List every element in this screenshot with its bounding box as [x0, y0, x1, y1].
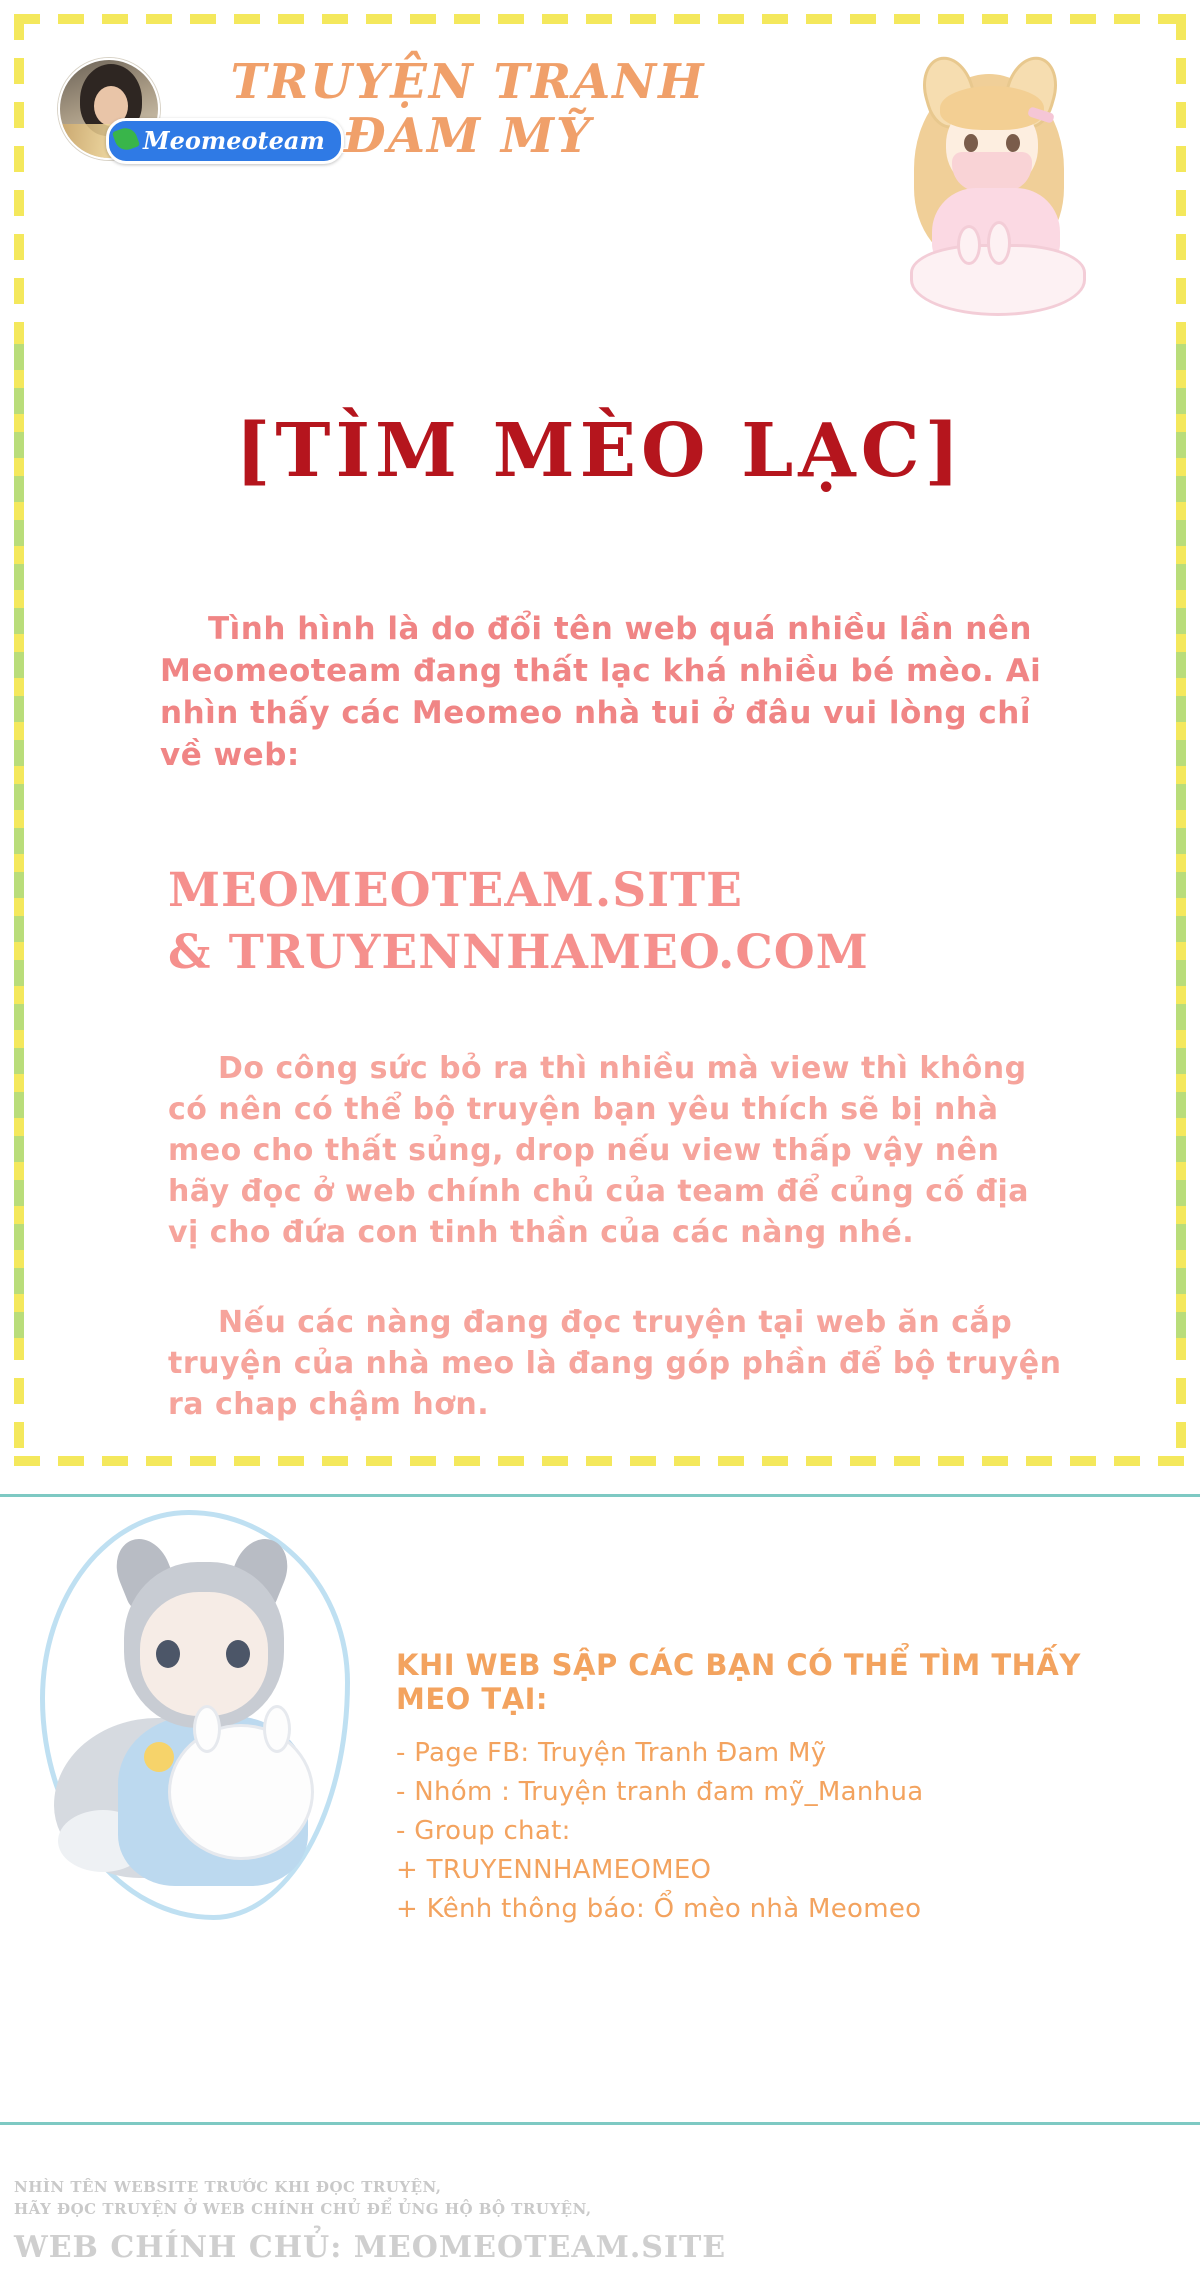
- frame-dash-right: [1176, 14, 1186, 1466]
- chibi-bunny-plush: [910, 244, 1086, 316]
- contact-line-channel: + Kênh thông báo: Ổ mèo nhà Meomeo: [396, 1894, 922, 1924]
- chibi-eye-right: [1006, 134, 1020, 152]
- brand-label: Meomeoteam: [143, 126, 325, 155]
- frame-dash-right-green: [1176, 344, 1186, 1344]
- contact-line-group: - Nhóm : Truyện tranh đam mỹ_Manhua: [396, 1777, 924, 1807]
- leaf-icon: [112, 125, 140, 153]
- plush-ear-left: [193, 1705, 221, 1753]
- chibi-girl-illustration: [880, 48, 1110, 316]
- contact-line-group-chat: - Group chat:: [396, 1816, 571, 1846]
- body-paragraph-2: Nếu các nàng đang đọc truyện tại web ăn cắp truyện của nhà meo là đang góp phần để bộ truyện ra chap chậm hơn.: [168, 1305, 1062, 1422]
- divider-bottom: [0, 2122, 1200, 2125]
- contact-line-fb-page: - Page FB: Truyện Tranh Đam Mỹ: [396, 1738, 827, 1768]
- chibi-eye-left: [964, 134, 978, 152]
- page-title-line1: TRUYỆN TRANH: [230, 54, 706, 110]
- frame-dash-bottom: [14, 1456, 1186, 1466]
- frame-dash-left: [14, 14, 24, 1466]
- intro-paragraph: Tình hình là do đổi tên web quá nhiều lần nên Meomeoteam đang thất lạc khá nhiều bé mèo. Ai nhìn thấy các Meomeo nhà tui ở đâu vui lòng chỉ về web:: [160, 611, 1042, 773]
- plush-ear-right: [263, 1705, 291, 1753]
- footer-note-line2: HÃY ĐỌC TRUYỆN Ở WEB CHÍNH CHỦ ĐỂ ỦNG HỘ BỘ TRUYỆN,: [14, 2200, 592, 2218]
- bunny-ear-left: [957, 225, 981, 265]
- site-primary: MEOMEOTEAM.SITE: [168, 863, 743, 918]
- wolf-flower: [144, 1742, 174, 1772]
- bunny-ear-right: [987, 221, 1011, 265]
- wolf-plush-toy: [168, 1724, 314, 1860]
- headline: [TÌM MÈO LẠC]: [235, 408, 965, 494]
- footer-note-line1: NHÌN TÊN WEBSITE TRƯỚC KHI ĐỌC TRUYỆN,: [14, 2178, 442, 2196]
- site-secondary: & TRUYENNHAMEO.COM: [168, 925, 869, 980]
- page-title: [208, 56, 728, 164]
- wolf-boy-illustration: [40, 1510, 360, 1920]
- page-title-line2: ĐAM MỸ: [343, 108, 593, 164]
- frame-dash-left-green: [14, 344, 24, 1344]
- contact-line-chat-name: + TRUYENNHAMEOMEO: [396, 1855, 712, 1885]
- contact-block: [396, 1648, 1096, 1929]
- contact-title: KHI WEB SẬP CÁC BẠN CÓ THỂ TÌM THẤY MEO TẠI:: [396, 1648, 1081, 1716]
- footer: [14, 2176, 1164, 2265]
- frame-dash-top: [14, 14, 1186, 24]
- wolf-eye-left: [156, 1640, 180, 1668]
- header: [40, 30, 1150, 300]
- divider-top: [0, 1494, 1200, 1497]
- body-paragraph-1: Do công sức bỏ ra thì nhiều mà view thì không có nên có thể bộ truyện bạn yêu thích sẽ bị nhà meo cho thất sủng, drop nếu view thấp vậy nên hãy đọc ở web chính chủ của team để củng cố địa vị cho đứa con tinh thần của các nàng nhé.: [168, 1051, 1030, 1250]
- footer-main-site: WEB CHÍNH CHỦ: MEOMEOTEAM.SITE: [14, 2230, 727, 2265]
- chibi-face-mask: [952, 152, 1032, 192]
- site-list: [168, 860, 1068, 984]
- wolf-eye-right: [226, 1640, 250, 1668]
